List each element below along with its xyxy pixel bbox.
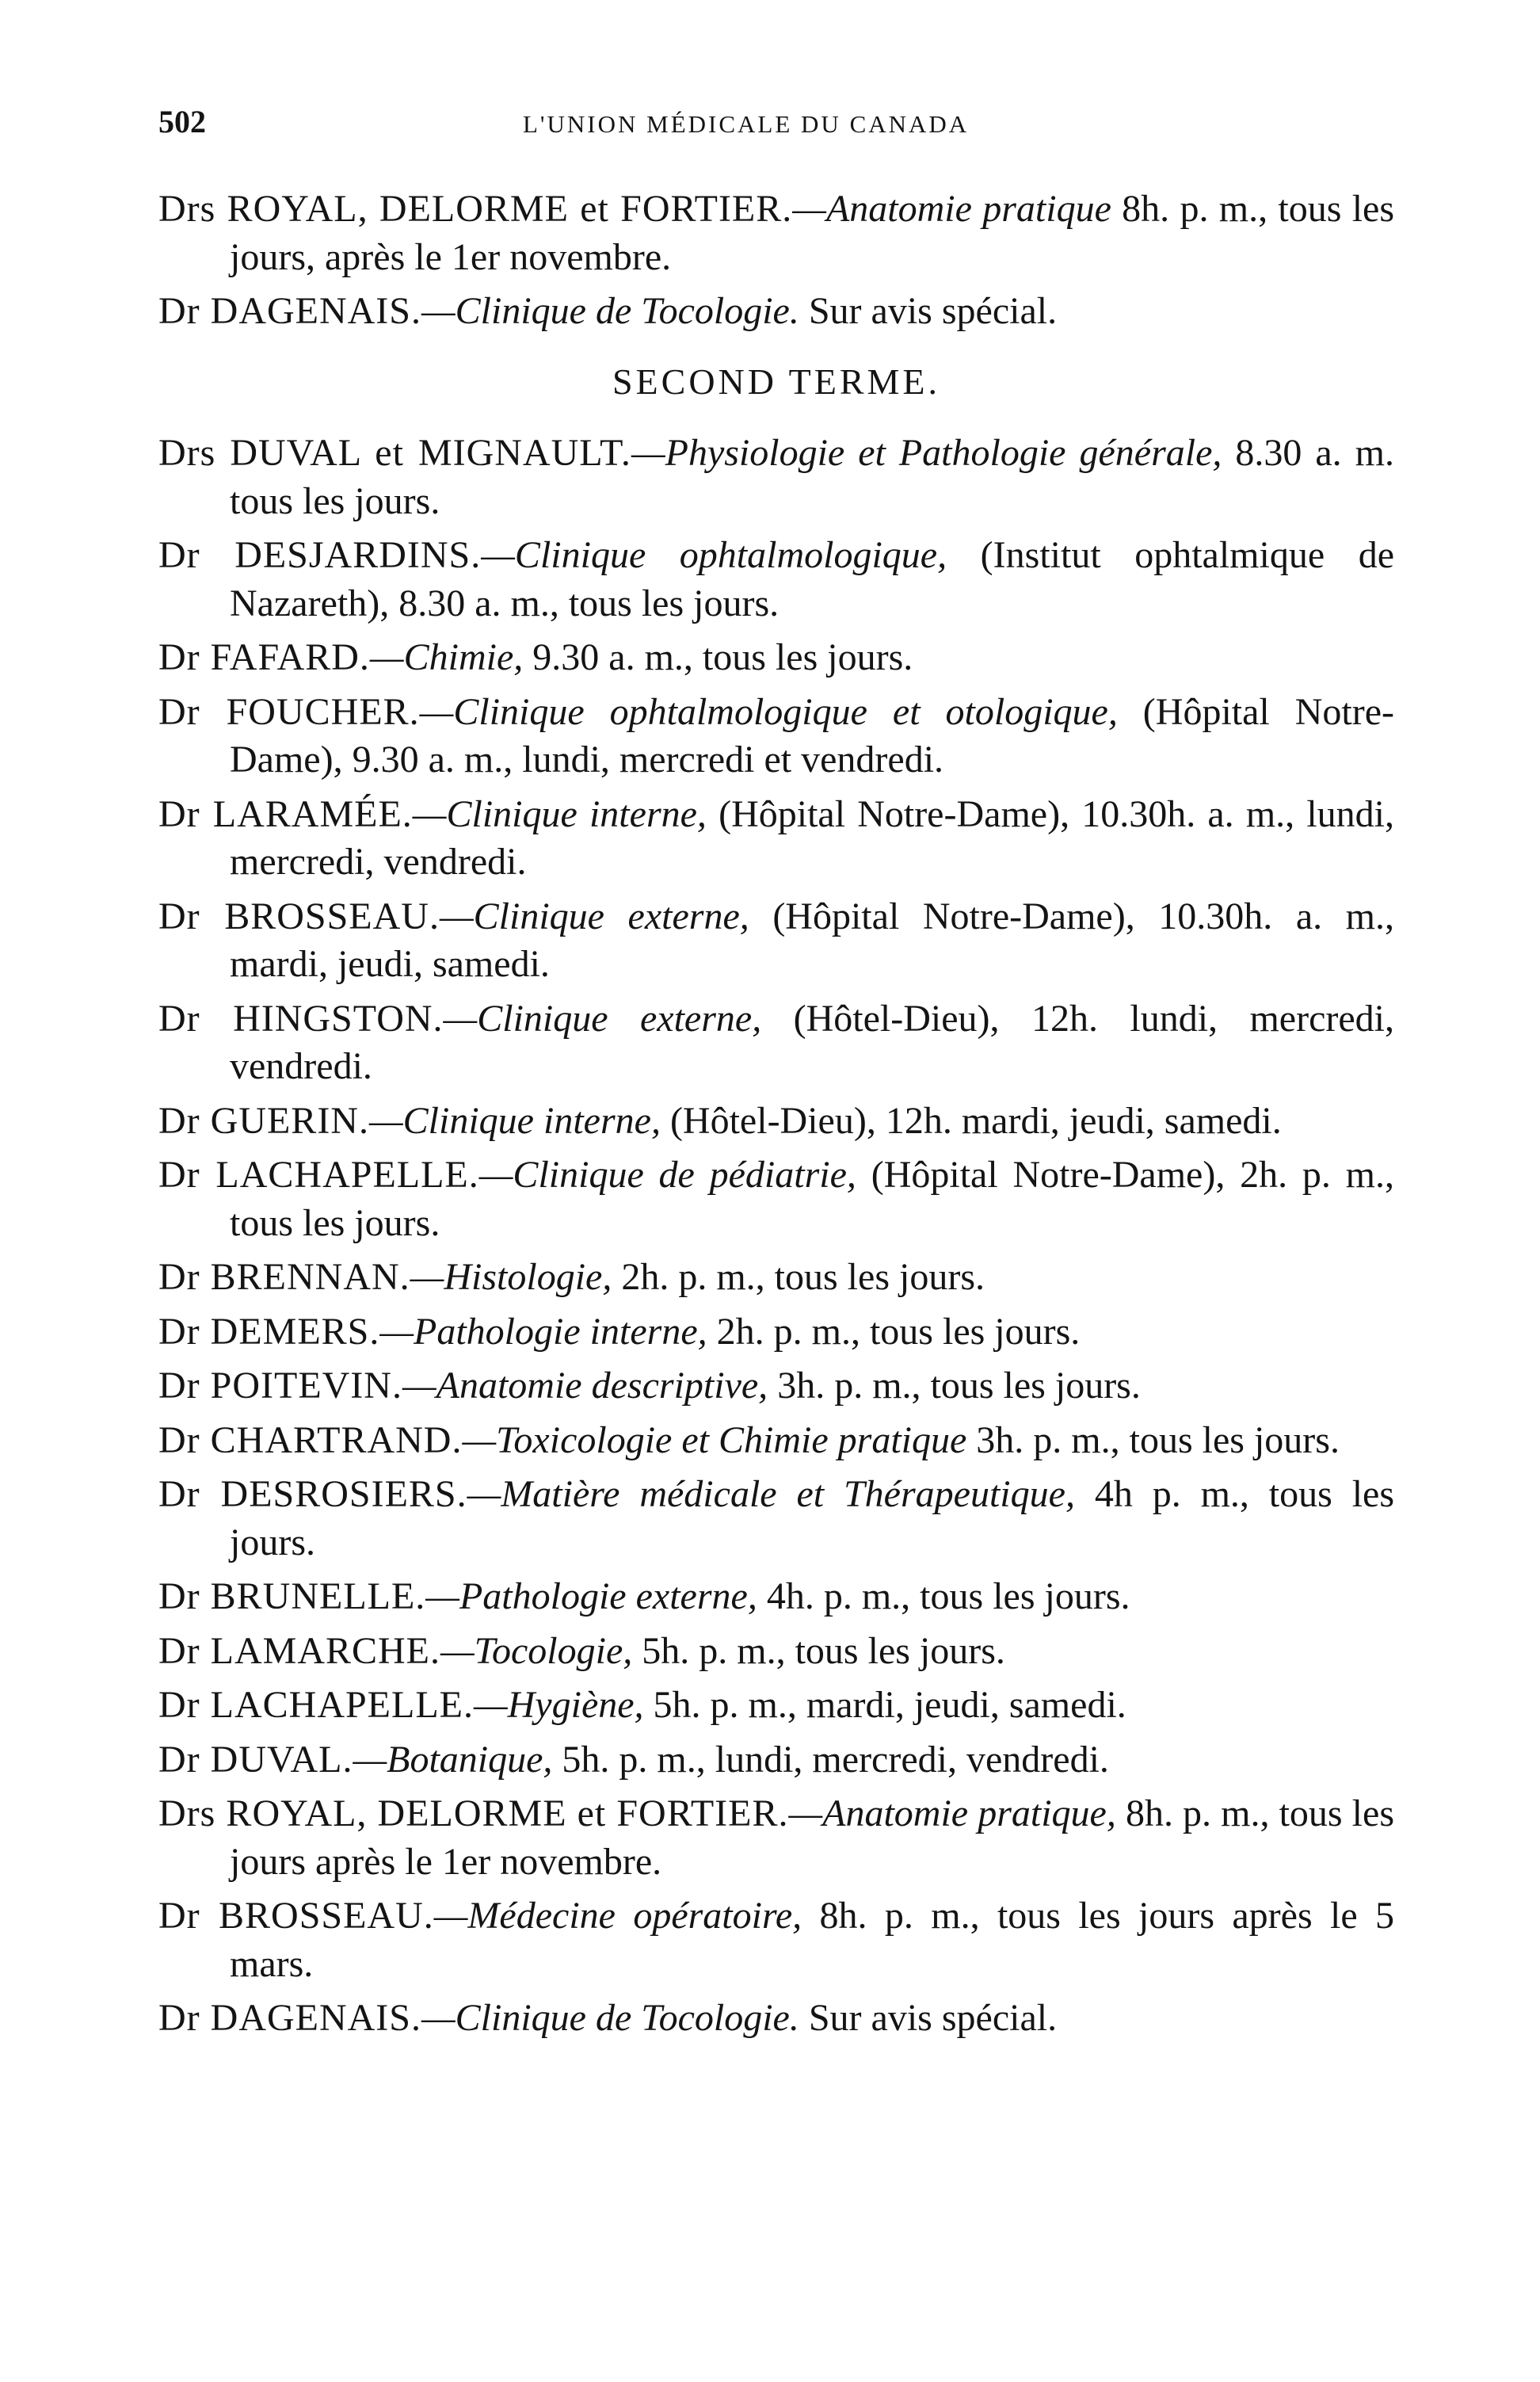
course-details: 4h p. m., tous les jours. bbox=[230, 1473, 1395, 1563]
professor-name: Dr LAMARCHE. bbox=[158, 1629, 440, 1672]
course-schedule bbox=[158, 185, 1394, 2043]
professor-name: Dr CHARTRAND. bbox=[158, 1418, 463, 1461]
course-entry bbox=[158, 1362, 1394, 1410]
course-title: —Histologie, bbox=[410, 1256, 612, 1298]
course-title: —Pathologie externe, bbox=[425, 1575, 757, 1617]
course-title: —Clinique externe, bbox=[443, 997, 762, 1040]
course-entry bbox=[158, 429, 1394, 525]
course-entry bbox=[158, 1790, 1394, 1886]
course-title: —Anatomie pratique, bbox=[788, 1792, 1116, 1834]
course-title: —Clinique ophtalmologique et otologique, bbox=[419, 690, 1118, 733]
course-title: —Clinique de pédiatrie, bbox=[478, 1154, 856, 1196]
course-title: —Anatomie pratique bbox=[792, 188, 1111, 230]
course-entry bbox=[158, 288, 1394, 336]
section-title: SECOND TERME. bbox=[612, 361, 941, 402]
course-details: (Hôpital Notre-Dame), 10.30h. a. m., mardi, jeudi, samedi. bbox=[230, 895, 1395, 985]
professor-name: Dr LACHAPELLE. bbox=[158, 1684, 474, 1726]
professor-name: Dr BRENNAN. bbox=[158, 1256, 410, 1298]
course-entry bbox=[158, 689, 1394, 784]
course-details: (Hôtel-Dieu), 12h. mardi, jeudi, samedi. bbox=[660, 1099, 1282, 1142]
course-title: —Chimie, bbox=[369, 636, 524, 678]
course-title: —Clinique de Tocologie. bbox=[421, 290, 799, 332]
course-details: 5h. p. m., tous les jours. bbox=[632, 1629, 1005, 1672]
course-title: —Matière médicale et Thérapeutique, bbox=[467, 1473, 1075, 1515]
second-term-list bbox=[158, 429, 1394, 2043]
course-entry bbox=[158, 634, 1394, 682]
course-entry bbox=[158, 1151, 1394, 1247]
course-entry bbox=[158, 1892, 1394, 1988]
professor-name: Dr LARAMÉE. bbox=[158, 792, 413, 835]
professor-name: Dr DAGENAIS. bbox=[158, 290, 421, 332]
course-title: —Anatomie descriptive, bbox=[402, 1365, 768, 1407]
course-entry bbox=[158, 1471, 1394, 1567]
professor-name: Dr FOUCHER. bbox=[158, 690, 420, 733]
course-title: —Tocologie, bbox=[440, 1629, 633, 1672]
course-details: 3h. p. m., tous les jours. bbox=[768, 1365, 1141, 1407]
course-title: —Clinique interne, bbox=[368, 1099, 661, 1142]
professor-name: Dr DESROSIERS. bbox=[158, 1473, 467, 1515]
course-title: —Clinique interne, bbox=[412, 792, 707, 835]
first-term-list bbox=[158, 185, 1394, 336]
course-details: Sur avis spécial. bbox=[799, 290, 1058, 332]
course-entry bbox=[158, 1308, 1394, 1357]
course-title: —Toxicologie et Chimie pratique bbox=[462, 1418, 967, 1461]
professor-name: Drs ROYAL, DELORME et FORTIER. bbox=[158, 1792, 789, 1834]
course-entry bbox=[158, 1995, 1394, 2043]
professor-name: Dr BRUNELLE. bbox=[158, 1575, 426, 1617]
course-entry bbox=[158, 1628, 1394, 1676]
course-details: Sur avis spécial. bbox=[799, 1997, 1058, 2039]
course-details: 5h. p. m., mardi, jeudi, samedi. bbox=[643, 1684, 1126, 1726]
course-details: (Hôtel-Dieu), 12h. lundi, mercredi, vendredi. bbox=[230, 997, 1395, 1087]
course-details: (Institut ophtalmique de Nazareth), 8.30 a. m., tous les jours. bbox=[230, 534, 1395, 624]
course-title: —Botanique, bbox=[353, 1738, 553, 1781]
course-entry bbox=[158, 532, 1394, 628]
journal-title: L'UNION MÉDICALE DU CANADA bbox=[523, 110, 970, 138]
course-title: —Hygiène, bbox=[473, 1684, 644, 1726]
course-entry bbox=[158, 1736, 1394, 1785]
course-entry bbox=[158, 1097, 1394, 1146]
course-details: 2h. p. m., tous les jours. bbox=[612, 1256, 985, 1298]
course-details: 8h. p. m., tous les jours après le 5 mars. bbox=[230, 1895, 1394, 1985]
course-details: (Hôpital Notre-Dame), 10.30h. a. m., lundi, mercredi, vendredi. bbox=[230, 792, 1394, 883]
course-details: 8h. p. m., tous les jours, après le 1er novembre. bbox=[230, 188, 1395, 278]
course-title: —Clinique externe, bbox=[439, 895, 749, 937]
course-entry bbox=[158, 1573, 1394, 1621]
course-title: —Pathologie interne, bbox=[379, 1310, 707, 1353]
professor-name: Dr DEMERS. bbox=[158, 1310, 380, 1353]
course-entry bbox=[158, 1254, 1394, 1302]
course-details: 2h. p. m., tous les jours. bbox=[707, 1310, 1081, 1353]
course-title: —Médecine opératoire, bbox=[433, 1895, 802, 1937]
professor-name: Dr HINGSTON. bbox=[158, 997, 444, 1040]
course-entry bbox=[158, 185, 1394, 281]
course-details: 4h. p. m., tous les jours. bbox=[757, 1575, 1130, 1617]
document-page bbox=[158, 103, 1394, 2049]
course-entry bbox=[158, 1417, 1394, 1465]
course-entry bbox=[158, 1682, 1394, 1730]
course-entry bbox=[158, 995, 1394, 1091]
course-details: 5h. p. m., lundi, mercredi, vendredi. bbox=[552, 1738, 1109, 1781]
professor-name: Dr LACHAPELLE. bbox=[158, 1154, 479, 1196]
course-title: —Clinique ophtalmologique, bbox=[481, 534, 947, 576]
course-details: 8h. p. m., tous les jours après le 1er novembre. bbox=[230, 1792, 1394, 1883]
professor-name: Drs DUVAL et MIGNAULT. bbox=[158, 432, 631, 474]
course-details: (Hôpital Notre-Dame), 9.30 a. m., lundi, mercredi et vendredi. bbox=[230, 690, 1394, 781]
course-title: —Physiologie et Pathologie générale, bbox=[631, 432, 1222, 474]
course-entry bbox=[158, 791, 1394, 887]
course-details: 8.30 a. m. tous les jours. bbox=[230, 432, 1395, 522]
professor-name: Dr DUVAL. bbox=[158, 1738, 353, 1781]
professor-name: Dr DAGENAIS. bbox=[158, 1997, 421, 2039]
running-head bbox=[158, 103, 1394, 151]
professor-name: Dr DESJARDINS. bbox=[158, 534, 482, 576]
course-details: 9.30 a. m., tous les jours. bbox=[523, 636, 913, 678]
professor-name: Drs ROYAL, DELORME et FORTIER. bbox=[158, 188, 793, 230]
professor-name: Dr GUERIN. bbox=[158, 1099, 369, 1142]
course-details: 3h. p. m., tous les jours. bbox=[966, 1418, 1340, 1461]
course-entry bbox=[158, 893, 1394, 989]
professor-name: Dr POITEVIN. bbox=[158, 1365, 402, 1407]
professor-name: Dr BROSSEAU. bbox=[158, 1895, 434, 1937]
professor-name: Dr BROSSEAU. bbox=[158, 895, 440, 937]
course-title: —Clinique de Tocologie. bbox=[421, 1997, 799, 2039]
page-number: 502 bbox=[158, 104, 206, 139]
professor-name: Dr FAFARD. bbox=[158, 636, 370, 678]
course-details: (Hôpital Notre-Dame), 2h. p. m., tous les jours. bbox=[230, 1154, 1395, 1244]
